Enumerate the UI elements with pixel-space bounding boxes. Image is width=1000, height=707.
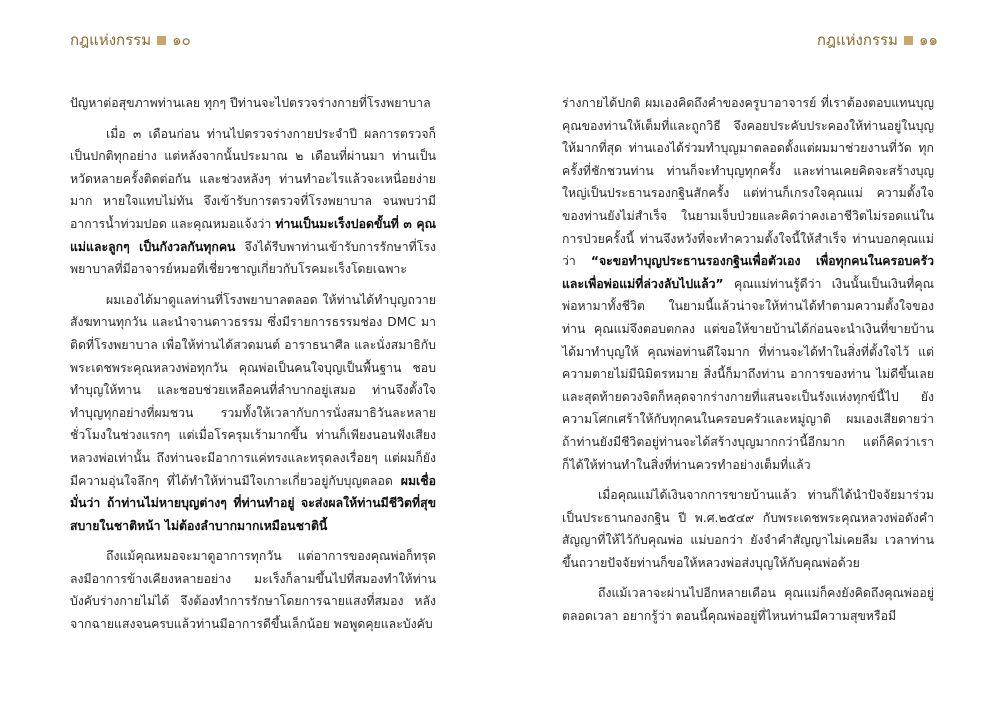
text-run: ถึงแม้คุณหมอจะมาดูอาการทุกวัน แต่อาการของคุณพ่อก็ทรุดลงมีอาการข้างเคียงหลายอย่าง มะเร็งก็ลามขึ้นไปที่สมองทำให้ท่านบังคับร่างกายไม่ได้ จึงต้องทำการรักษาโดยการฉายแสงที่สมอง หลังจากฉายแสงจนครบแล้วท่านมีอาการดีขึ้นเล็กน้อย พอพูดคุยและบังคับ — [70, 549, 436, 632]
paragraph — [70, 123, 436, 281]
running-header-left — [70, 28, 191, 52]
left-body-text — [70, 92, 436, 644]
square-ornament-icon — [157, 36, 166, 45]
paragraph — [70, 545, 436, 635]
bold-text-run: ท่านเป็นมะเร็งปอดขั้นที่ ๓ คุณแม่และลูกๆ เป็นกังวลกันทุกคน — [70, 216, 436, 254]
right-page — [500, 0, 1000, 707]
text-run: เมื่อ ๓ เดือนก่อน ท่านไปตรวจร่างกายประจำปี ผลการตรวจก็เป็นปกติทุกอย่าง แต่หลังจากนั้นประมาณ ๒ เดือนที่ผ่านมา ท่านเป็นหวัดหลายครั้งติดต่อกัน และช่วงหลังๆ ท่านทำอะไรแล้วจะเหนื่อยง่ายมาก หายใจแทบไม่ทัน จึงเข้ารับการตรวจที่โรงพยาบาล จนพบว่ามีอาการน้ำท่วมปอด และคุณหมอแจ้งว่า — [70, 126, 436, 231]
text-run: ปัญหาต่อสุขภาพท่านเลย ทุกๆ ปีท่านจะไปตรวจร่างกายที่โรงพยาบาล — [70, 96, 431, 110]
text-run: ถึงแม้เวลาจะผ่านไปอีกหลายเดือน คุณแม่ก็คงยังคิดถึงคุณพ่ออยู่ตลอดเวลา อยากรู้ว่า ตอนนี้คุณพ่ออยู่ที่ไหนท่านมีความสุขหรือมี — [562, 586, 934, 624]
paragraph — [70, 92, 436, 115]
paragraph — [562, 484, 934, 574]
text-run: เมื่อคุณแม่ได้เงินจากการขายบ้านแล้ว ท่านก็ได้นำปัจจัยมาร่วมเป็นประธานกองกฐิน ปี พ.ศ.๒๕๔๙ กับพระเดชพระคุณหลวงพ่อดังคำสัญญาที่ให้ไว้กับคุณพ่อ แม่บอกว่า ยังจำคำสัญญาไม่เคยลืม เวลาท่านขึ้นถวายปัจจัยท่านก็ขอให้หลวงพ่อส่งบุญให้กับคุณพ่อด้วย — [562, 488, 934, 570]
paragraph — [562, 92, 934, 476]
bold-text-run: “จะขอทำบุญประธานรองกฐินเพื่อตัวเอง เพื่อทุกคนในครอบครัว และเพื่อพ่อแม่ที่ล่วงลับไปแล้ว” — [562, 254, 934, 291]
text-run: ผมเองได้มาดูแลท่านที่โรงพยาบาลตลอด ให้ท่านได้ทำบุญถวายสังฆทานทุกวัน และนำจานดาวธรรม ซึ่งมีรายการธรรมช่อง DMC มาติดที่โรงพยาบาล เพื่อให้ท่านได้สวดมนต์ อาราธนาศีล และนั่งสมาธิกับพระเดชพระคุณหลวงพ่อทุกวัน คุณพ่อเป็นคนใจบุญเป็นพื้นฐาน ชอบทำบุญให้ทาน และชอบช่วยเหลือคนที่ลำบากอยู่เสมอ ท่านจึงตั้งใจทำบุญทุกอย่างที่ผมชวน รวมทั้งให้เวลากับการนั่งสมาธิวันละหลายชั่วโมงในช่วงแรกๆ แต่เมื่อโรครุมเร้ามากขึ้น ท่านก็เพียงนอนฟังเสียงหลวงพ่อเท่านั้น ถึงท่านจะมีอาการแค่ทรงและทรุดลงเรื่อยๆ แต่ผมก็ยังมีความอุ่นใจลึกๆ ที่ได้ทำให้ท่านมีใจเกาะเกี่ยวอยู่กับบุญตลอด — [70, 292, 436, 488]
text-run: คุณแม่ท่านรู้ดีว่า เงินนั้นเป็นเงินที่คุณพ่อหามาทั้งชีวิต ในยามนี้แล้วน่าจะให้ท่านได้ทำตามความตั้งใจของท่าน คุณแม่จึงตอบตกลง แต่ขอให้ขายบ้านได้ก่อนจะนำเงินที่ขายบ้านได้มาทำบุญให้ คุณพ่อท่านดีใจมาก ที่ท่านจะได้ทำในสิ่งที่ตั้งใจไว้ แต่ความตายไม่มีนิมิตรหมาย สิ่งนี้ก็มาถึงท่าน อาการของท่าน ไม่ดีขึ้นเลยและสุดท้ายดวงจิตก็หลุดจากร่างกายที่แสนจะเป็นรังแห่งทุกข์นี้ไป ยังความโศกเศร้าให้กับทุกคนในครอบครัวและหมู่ญาติ ผมเองเสียดายว่า ถ้าท่านยังมีชีวิตอยู่ท่านจะได้สร้างบุญมากกว่านี้อีกมาก แต่ก็คิดว่าเราก็ได้ให้ท่านทำในสิ่งที่ท่านควรทำอย่างเต็มที่แล้ว — [562, 276, 934, 472]
text-run: จึงได้รีบพาท่านเข้ารับการรักษาที่โรงพยาบาลที่มีอาจารย์หมอที่เชี่ยวชาญเกี่ยวกับโรคมะเร็งโดยเฉพาะ — [70, 239, 436, 277]
running-header-right — [817, 28, 938, 52]
right-body-text — [562, 92, 934, 636]
header-title: กฎแห่งกรรม — [816, 31, 898, 49]
bold-text-run: ผมเชื่อมั่นว่า ถ้าท่านไม่หายบุญต่างๆ ที่ท่านทำอยู่ จะส่งผลให้ท่านมีชีวิตที่สุขสบายในชาติหน้า ไม่ต้องลำบากมากเหมือนชาตินี้ — [70, 473, 436, 533]
page-number: ๑๐ — [172, 31, 191, 49]
paragraph — [70, 289, 436, 538]
text-run: ร่างกายได้ปกติ ผมเองคิดถึงคำของครูบาอาจารย์ ที่เราต้องตอบแทนบุญคุณของท่านให้เต็มที่และถูกวิธี จึงคอยประคับประคองให้ท่านอยู่ในบุญให้มากที่สุด ท่านเองได้ร่วมทำบุญมาตลอดตั้งแต่ผมมาช่วยงานที่วัด ทุกครั้งที่ชักชวนท่าน ท่านก็จะทำบุญทุกครั้ง และท่านเคยคิดจะสร้างบุญใหญ่เป็นประธานรองกฐินสักครั้ง แต่ท่านก็เกรงใจคุณแม่ ความตั้งใจของท่านยังไม่สำเร็จ ในยามเจ็บป่วยและคิดว่าคงเอาชีวิตไม่รอดแน่ในการป่วยครั้งนี้ ท่านจึงหวังที่จะทำความตั้งใจนี้ให้สำเร็จ ท่านบอกคุณแม่ว่า — [562, 96, 934, 269]
page-number: ๑๑ — [918, 31, 938, 49]
square-ornament-icon — [904, 36, 913, 45]
paragraph — [562, 582, 934, 627]
header-title: กฎแห่งกรรม — [70, 31, 152, 49]
